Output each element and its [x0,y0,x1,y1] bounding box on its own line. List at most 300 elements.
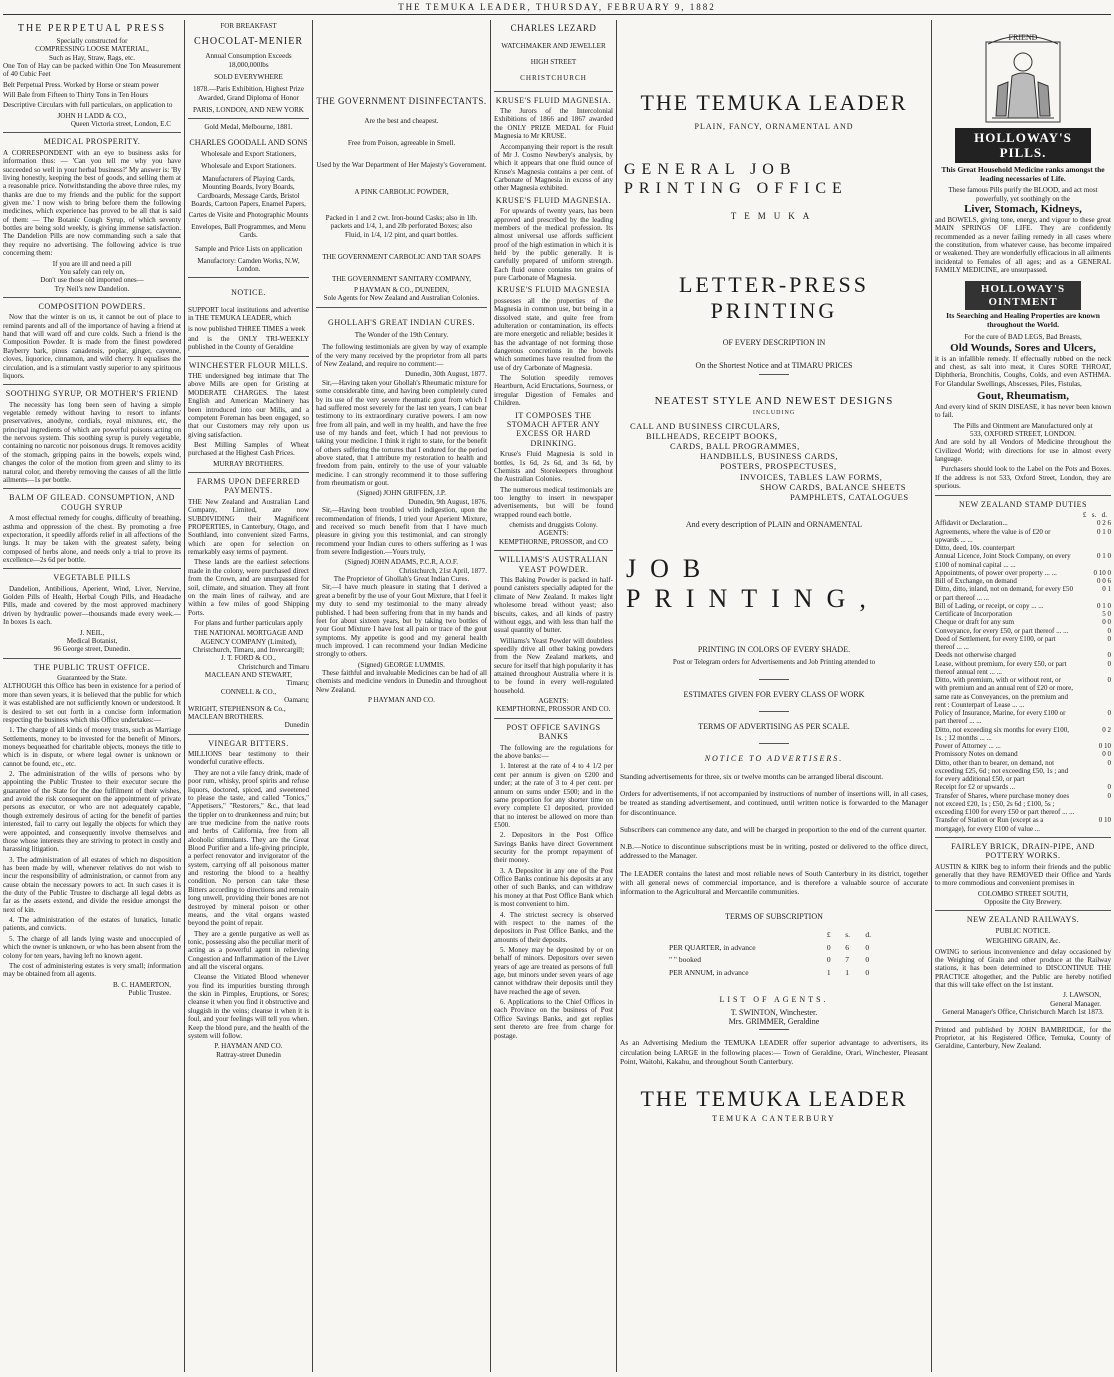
table-cell: Deed of Settlement, for every £100, or part thereof ... ... [935,634,1056,652]
footer-title: THE TEMUKA LEADER [640,1086,908,1112]
ad-text: PARIS, LONDON, AND NEW YORK [193,105,304,114]
table-cell: d. [1101,510,1107,519]
table-row [935,759,1111,784]
ad-name: P HAYMAN AND CO. [368,696,435,705]
menier-ad [188,22,309,114]
ad-text: Now that the winter is on us, it cannot be out of place to remind parents and all of the importance of having a friend at hand that will ward off and cure colds. Such a friend is the Composition Powder. It is made from the finest powdered Bayberry bark, pinus canadensis, poplar, ginger, cayenne, cloves, liquorice, cinnamon, and wild cherry. It equalises the circulation, and is a stimulant vastly superior to any spirituous liquors. [3,313,181,380]
ad-text: Are the best and cheapest. [364,116,439,125]
ad-text: Purchasers should look to the Label on the Pots and Boxes. If the address is not 533, Oxford Street, London, they are spurious. [935,465,1111,491]
ad-line: TERMS OF SUBSCRIPTION [725,912,823,922]
ad-date: Dunedin, 30th August, 1877. [405,370,487,379]
ad-text: Sole Agents for New Zealand and Australian Colonies. [323,294,480,303]
ad-name: CONNELL & CO., [220,687,277,696]
separator [935,837,1111,838]
ad-name: WRIGHT, STEPHENSON & Co., [188,704,286,713]
column-1 [0,20,184,1372]
verse-line: You safely can rely on, [59,267,125,276]
ad-text: Will Bale from Fifteen to Thirty Tons in Ten Hours [3,90,149,99]
ad-text: The Solution speedily removes Heartburn, Acid Eructations, Sourness, or irregular Digestion of Females and Children. [494,374,613,408]
separator [3,297,181,298]
table-cell: 0 0 [1102,618,1111,627]
ad-text: Sir,—Having been troubled with indigestion, upon the recommendation of friends, I tried your Aperient Mixture, and received so much benefit from that I have much pleasure in giving you this testimonial, and can strongly recommend your Indian cures to others suffering as I was from severe Indigestion.—Yours truly, [316,506,487,556]
printing-office-ad [620,20,928,1372]
flour-mills-ad [188,361,309,468]
separator [188,356,309,357]
separator [188,118,309,119]
ad-text: The following are the regulations for the above banks:— [494,743,613,761]
ad-text: For upwards of twenty years, has been approved and prescribed by the leading members of the medical profession. Its almost universal use affords sufficient proof of the high estimation in which it is held by the public generally. It is carefully prepared of uniform strength. Each fluid ounce contains ten grains of pure Carbonate of Magnesia. [494,207,613,283]
ad-text: Belt Perpetual Press. Worked by Horse or steam power [3,80,159,89]
separator [188,277,309,278]
table-cell: 1 [845,968,850,978]
table-row [935,544,1111,552]
table-row [935,676,1111,709]
table-row [935,660,1111,677]
ad-name: JOHN H LADD & CO., [57,111,127,120]
composition-powders-ad [3,302,181,380]
ad-name: MACLEAN BROTHERS. [188,712,264,721]
ad-signature: (Signed) JOHN GRIFFEN, J.P. [357,489,446,498]
vegetable-pills-ad [3,573,181,653]
verse-line: Try Neil's new Dandelion. [54,284,130,293]
goodall-ad [188,123,309,273]
ad-role: Public Trustee. [128,989,171,997]
ad-date: Christchurch, 21st April, 1877. [399,566,487,575]
table-row [935,618,1111,626]
savings-bank-ad [494,723,613,1040]
vinegar-bitters-ad [188,739,309,1059]
table-cell: Affidavit or Declaration... [935,519,1008,528]
separator [494,718,613,719]
ad-text: Opposite the City Brewery. [984,898,1062,907]
column-6 [932,20,1114,1372]
ad-text: Accompanying their report is the result of Mr J. Cosmo Newbery's analysis, by which it appears that one fluid ounce of Kruse's Magnesia contains a per cent. of Carbonate of Magnesia in excess of any other Magnesia exhibited. [494,142,613,193]
ad-line: PRINTING IN COLORS OF EVERY SHADE. [697,644,851,654]
table-cell: Policy of Insurance, Marine, for every £100 or part thereof ... ... [935,709,1066,726]
ad-title: CHOCOLAT-MENIER [193,36,304,48]
table-cell: 0 [1107,651,1111,660]
ad-text: Williams's Yeast Powder will doubtless speedily drive all other baking powders from the New Zealand markets, and secure for itself that high popularity it has attained throughout Australia where it is to be found in every well-regulated household. [494,636,613,695]
ad-text: A PINK CARBOLIC POWDER, [354,187,449,196]
ad-address: Oamaru; [284,696,309,705]
table-cell: Ditto, other than to bearer, on demand, not exceeding £25, 6d ; not exceeding £50, 1s ; and for every additional £50, or part [935,758,1069,784]
ad-text: The LEADER contains the latest and most reliable news of South Canterbury in its district, together with all general news of commercial importance, and is therefore a valuable source of accurate information to the Agricultural and Mercantile communities. [620,868,928,897]
separator [759,711,789,712]
ad-text: Its Searching and Healing Properties are known throughout the World. [946,311,1100,330]
holloway-ointment-banner: HOLLOWAY'S OINTMENT [965,281,1081,311]
ad-text: These famous Pills purify the BLOOD, and act most powerfully, yet soothingly on the [948,186,1098,203]
ad-address: Dunedin [284,721,309,730]
table-cell: Bill of Exchange, on demand [935,577,1017,586]
ad-line: LIST OF AGENTS. [719,995,829,1005]
ad-text: it is an infallible remedy. If effectually rubbed on the neck and chest, as salt into meat, it Cures SORE THROAT, Diphtheria, Bronchitis, Coughs, Colds, and even ASTHMA. For Glandular Swellings, Abscesses, Piles, Fistulas, [935,354,1111,388]
balm-of-gilead-ad [3,493,181,564]
ad-item: 4. The strictest secrecy is observed with respect to the names of the depositors in Post Office Banks, and the amounts of their deposits. [494,910,613,944]
ad-text: They are not a vile fancy drink, made of poor rum, whisky, proof spirits and refuse liquors, doctored, spiced, and sweetened to please the taste, and called "Tonics," "Appetisers," "Restorers," &c., that lead the tippler on to drunkenness and ruin; but are true medicine from the native roots and herbs of California, free from all alcoholic stimulants. They are the Great Blood Purifier and a life-giving principle, a perfect renovator and invigorator of the system, carrying off all poisonous matter and restoring the blood to a healthy condition. No person can take these Bitters according to directions and remain long unwell, providing their bones are not destroyed by mineral poison or other means, and the vital organs wasted beyond the point of repair. [188,768,309,928]
kruse-ad [494,96,613,547]
ad-name: MACLEAN AND STEWART, [204,671,293,680]
ad-text: Cleanse the Vitiated Blood whenever you find its impurities bursting through the skin in Pimples, Eruptions, or Sores; cleanse it when you find it obstructive and sluggish in the veins; cleanse it when it is foul, and your feelings will tell you when. Keep the blood pure, and the health of the system will follow. [188,973,309,1040]
ad-text: General Manager's Office, Christchurch March 1st 1873. [942,1008,1104,1017]
ad-title: POST OFFICE SAVINGS BANKS [506,722,601,742]
ad-title: WINCHESTER FLOUR MILLS. [188,360,309,370]
ad-text: Manufactory: Camden Works, N.W, London. [197,256,300,274]
ad-subtitle: KRUSE'S FLUID MAGNESIA. [495,195,612,205]
including-label: INCLUDING [752,409,796,416]
table-cell: s. [1091,510,1097,519]
ad-text: As an Advertising Medium the TEMUKA LEADER offer superior advantage to advertisers, its circulation being LARGE in the following places:— Town of Geraldine, Orari, Winchester, Pleasant Point, Waitohi, Kakahu, and throughout South Canterbury. [620,1038,928,1066]
ad-line: ESTIMATES GIVEN FOR EVERY CLASS OF WORK [683,689,865,699]
ad-text: The Proprietor of Ghollah's Great Indian Cures. [333,575,470,584]
ad-text: Wholesale and Export Stationers. [201,162,296,171]
ad-name: P. HAYMAN AND CO. [214,1042,283,1051]
ad-name: KEMPTHORNE, PROSSOR AND CO. [496,705,611,714]
list-item: SHOW CARDS, BALANCE SHEETS [760,481,907,492]
masthead-rule [3,14,1111,15]
ad-name: J. NEIL, [79,628,105,637]
column-2 [185,20,312,1372]
column-3 [313,20,490,1372]
ad-text: For the cure of BAD LEGS, Bad Breasts, [964,333,1082,342]
seal-motto: FRIEND [1008,33,1038,42]
ad-line: COMPRESSING LOOSE MATERIAL, [35,45,149,54]
list-item: INVOICES, TABLES LAW FORMS, [740,471,883,482]
ad-text: The necessity has long been seen of having a simple vegetable remedy without having to resort to infants' preservatives, anodyne, cordials, royal mixtures, etc, the principal ingredients of which are powerful poisons acting on the nervous system. This soothing syrup is purely vegetable, containing no narcotic nor poisonous drugs. It removes acidity of the stomach, gripping pains in the bowels, expels wind, changes the color of the motion from green and slimy to its natural color, and thereby removing the causes of all the little ailments—1s per bottle. [3,400,181,484]
table-row [935,627,1111,635]
ad-text: THE GOVERNMENT CARBOLIC AND TAR SOAPS [322,253,481,262]
table-cell: 0 0 [1102,750,1111,759]
separator [759,679,789,680]
stamp-column-header [935,511,1111,519]
ad-title: WILLIAMS'S AUSTRALIAN YEAST POWDER. [498,555,609,574]
ad-text: CHRISTCHURCH [520,74,587,83]
ad-text: Envelopes, Ball Programmes, and Menu Cards. [191,222,306,239]
table-cell: Transfer of Station or Run (except as a mortgage), for every £100 of value ... [935,816,1044,833]
table-cell: Conveyance, for every £50, or part thereof ... ... [935,626,1069,635]
ad-item: 3. A Depositor in any one of the Post Office Banks continue his deposits at any other of such Banks, and can withdraw his money at that Post Office Bank which is most convenient to him. [494,866,613,909]
ad-text: Cartes de Visite and Photographic Mounts [188,211,309,220]
ad-subtitle: KRUSE'S FLUID MAGNESIA [497,285,610,295]
job-printing-heading: JOB PRINTING, [626,553,880,614]
table-cell: Promissory Notes on demand [935,750,1018,759]
table-row [935,726,1111,743]
ad-text: Wholesale and Export Stationers, [201,150,296,159]
ad-address: Timaru; [286,679,309,688]
separator [494,91,613,92]
agent-name: T. SWINTON, Winchester. [730,1007,818,1017]
ad-text: and is the ONLY TRI-WEEKLY published in the County of Geraldine [188,334,309,352]
list-item: CARDS, BALL PROGRAMMES, [670,440,800,451]
ad-text: They are a gentle purgative as well as tonic, possessing also the peculiar merit of acting as a powerful agent in relieving Congestion and Inflammation of the Liver and all the visceral organs. [188,929,309,972]
table-row [935,577,1111,585]
ad-name: KEMPTHORNE, PROSSOR, and CO [499,537,608,546]
ad-title: CHARLES GOODALL AND SONS [189,137,308,147]
ad-text: This Baking Powder is packed in half-pound canisters specially adapted for the climate of New Zealand. It makes light wholesome bread without yeast; also biscuits, cakes, and all kinds of pastry without eggs, and with less than half the usual quantity of butter. [494,576,613,635]
table-cell: 0 [826,942,831,952]
table-cell: Transfer of Shares, where purchase money does not exceed £20, 1s ; £50, 2s 6d ; £100, 5s ; exceeding £100 for every £50 or part thereof ... ... [935,791,1075,817]
public-trust-ad [3,663,181,998]
separator [935,1021,1111,1022]
table-row [935,750,1111,758]
subscription-table [664,928,884,981]
ad-text: The Jurors of the Intercolonial Exhibitions of 1866 and 1867 awarded the ONLY PRIZE MEDAL for Fluid Magnesia to Mr KRUSE. [494,107,613,141]
table-cell: 0 1 [1102,585,1111,594]
ad-text: AGENTS: [538,697,569,706]
ad-subtitle: Liver, Stomach, Kidneys, [964,203,1082,216]
separator [935,495,1111,496]
ad-title: NOTICE. [231,288,266,298]
separator [494,550,613,551]
ad-line: Post or Telegram orders for Advertisements and Job Printing attended to [672,658,876,667]
table-cell: 5 0 [1102,610,1111,619]
table-row [935,610,1111,618]
footer-subtitle: TEMUKA CANTERBURY [712,1114,836,1124]
railways-notice [935,915,1111,1016]
ad-text: is now published THREE TIMES a week [188,324,306,333]
ad-line: And every description of PLAIN and ORNAMENTAL [685,520,863,530]
table-cell: Agreements, where the value is of £20 or upwards ... ... [935,527,1051,544]
ad-title: BALM OF GILEAD. CONSUMPTION, AND COUGH SYRUP [9,493,175,512]
table-cell: 0 [865,942,870,952]
ad-item: 2. The administration of the wills of persons who by appointing the Public Trustee to their executor secure the guarantee of the State for the due fulfilment of their wishes, and avoid the risk consequent on the appointment of private persons as executor, or who are not adequately capable, though extremely desirous of acting for the benefit of parties interested, fail to carry out legally the objects for which they were appointed, and consequently involve themselves and those whose interests they are striving to protect in costly and harassing litigation. [3,770,181,854]
table-cell: 0 10 [1098,816,1111,825]
table-cell: £ [826,929,831,939]
ad-item: 6. Applications to the Chief Offices in each Province on the business of Post Office Savings Banks, and get replies sent thereto are free from charge for postage. [494,998,613,1040]
ad-name: J. T. FORD & CO., [221,654,276,663]
ad-line: OF EVERY DESCRIPTION IN [722,337,826,347]
ad-item: 2. Depositors in the Post Office Savings Banks have direct Government security for the prompt repayment of their money. [494,831,613,865]
table-cell: 0 [1107,626,1111,635]
table-cell: 0 1 0 [1097,601,1111,610]
table-cell [1075,544,1111,552]
ad-item: 1. Interest at the rate of 4 to 4 1/2 per cent per annum is given on £200 and under; at the rate of 3 to 4 per cent. per annum on sums under £500; and in the same proportion for any shorter time on every complete £1 deposited, provided that no interest be allowed on more than £500. [494,762,613,829]
ad-text: Kruse's Fluid Magnesia is sold in bottles, 1s 6d, 2s 6d, and 3s 6d, by Chemists and Storekeepers throughout the Australian Colonies. [494,450,613,484]
ad-text: Sir,—Having taken your Ghollah's Rheumatic mixture for some considerable time, and having been completely cured by its use of the very severe rheumatic gout from which I had suffered most severely for the last ten years, I can bear testimony to its extraordinary curative powers. I am now free from all pain, and well in my health, and have the free use of my hands and feet, which I had not previous to taking your medicine. I think it right to state, for the benefit of others suffering the tortures that I endured for the period above stated, that I attribute my restoration to health and freedom from pain, entirely to the use of your valuable medicine. I can strongly recommend it to those suffering from rheumatism or gout. [316,378,487,488]
ad-role: Medical Botanist, [66,636,118,645]
table-cell: 0 0 6 [1097,577,1111,586]
table-cell: 0 [1107,709,1111,718]
ad-address: COLOMBO STREET SOUTH, [977,889,1069,898]
ad-title: NEW ZEALAND STAMP DUTIES [958,499,1088,509]
list-item: POSTERS, PROSPECTUSES, [720,461,837,472]
column-4 [491,20,616,1372]
table-row [935,651,1111,659]
ad-text: THE undersigned beg intimate that The above Mills are open for Gristing at MODERATE CHARGES. The latest English and American Machinery has been introduced into our Mills, and a competent Foreman has been engaged, so that our Customers may rely upon us giving satisfaction. [188,372,309,439]
separator [3,132,181,133]
product-list [630,421,928,503]
ad-subtitle: The Wonder of the 19th Century. [354,331,449,339]
ad-date: Dunedin, 9th August, 1876. [408,497,487,506]
ad-address: Christchurch, Timaru, and Invercargill; [192,646,305,655]
table-cell: 0 [1107,659,1111,668]
notice-ad [188,288,309,351]
table-cell: s. [845,929,851,939]
ad-line: NOTICE TO ADVERTISERS. [704,754,844,764]
table-cell: 0 2 [1102,725,1111,734]
ad-name: THE NATIONAL MORTGAGE AND AGENCY COMPANY (Limited), [193,629,304,646]
ad-text: SOLD EVERYWHERE [214,72,283,81]
disinfectants-ad [316,96,487,303]
ad-subtitle: Old Wounds, Sores and Ulcers, [950,341,1096,354]
ad-title: GHOLLAH'S GREAT INDIAN CURES. [328,317,475,327]
table-cell: 0 [826,955,831,965]
table-cell: 0 2 6 [1097,519,1111,528]
table-cell: Appointments, of power over property ... ... [935,568,1057,577]
table-row [935,783,1111,791]
ad-text: The following testimonials are given by way of example of the very many received by the proprietor from all parts of New Zealand, and require no comment:— [316,343,487,369]
table-cell: 0 10 0 [1093,568,1111,577]
imprint: Printed and published by JOHN BAMBRIDGE, for the Proprietor, at his Registered Office, Temuka, County of Geraldine, Canterbury, New Zealand. [935,1025,1111,1051]
table-header [666,930,882,941]
ad-text: and BOWELS, giving tone, energy, and vigour to these great MAIN SPRINGS OF LIFE. They are confidently recommended as a never failing remedy in all cases where the constitution, from whatever cause, has become impaired or weakened. They are wonderfully efficacious in all ailments incidental to Females of all ages; and as a GENERAL FAMILY MEDICINE, are unsurpassed. [935,216,1111,275]
ad-item: 1. The charge of all kinds of money trusts, such as Marriage Settlements, money to be invested for the benefit of Minors, moneys bequeathed for charitable objects, moneys the title to which is in dispute, or where legal owner is unknown or cannot be found, etc., etc. [3,726,181,768]
ad-subtitle: IT COMPOSES THE STOMACH AFTER ANY EXCESS OR HARD DRINKING. [506,410,601,448]
holloway-pills-banner: HOLLOWAY'S PILLS. [955,128,1091,163]
ad-title: THE TEMUKA LEADER [640,90,908,115]
ad-text: THE New Zealand and Australian Land Company, Limited, are now SUBDIVIDING their Magnificent PROPERTIES, in Canterbury, Otago, and Southland, into convenient sized Farms, which are open for selection on remarkably easy terms of payment. [188,497,309,557]
soothing-syrup-ad [3,389,181,484]
separator [759,743,789,744]
ad-signature: (Signed) JOHN ADAMS, P.C.R, A.O.F. [344,558,459,567]
ad-title: KRUSE'S FLUID MAGNESIA. [495,95,612,105]
ad-title: THE PUBLIC TRUST OFFICE. [33,662,151,672]
office-heading: GENERAL JOB PRINTING OFFICE [624,161,848,198]
ad-text: A CORRESPONDENT with an eye to business asks for information thus: — 'Can you tell me why you have succeeded so well in your herbal business?' My answer is: 'By living honestly, keeping the best of goods, and selling them at a reasonable price. Notwithstanding the above three rules, my thanks are due to my friends and the public for the support given me.' I now wish to bring before them the following medicines, which experience has proved to be all that is said of them: — The Botanic Cough Syrup, of which seventy bottles are being sold weekly, is giving immense satisfaction. The Dandelion Pills are now commanding such a sale that they require no advertising. The following advice is true concerning them: [3,148,181,258]
table-cell: Lease, without premium, for every £50, or part thereof annual rent ... ... [935,659,1067,676]
ad-signature: (Signed) GEORGE LUMMIS. [358,660,445,669]
ad-title: THE GOVERNMENT DISINFECTANTS. [316,96,487,106]
ad-text: chemists and druggists Colony. [509,521,598,530]
table-cell: 0 [1107,676,1111,685]
list-item: PAMPHLETS, CATALOGUES [790,491,909,502]
ad-text: 1878.—Paris Exhibition, Highest Prize Awarded, Grand Diploma of Honor [193,85,304,102]
table-cell: 7 [845,955,850,965]
ad-text: For plans and further particulars apply [194,618,303,627]
table-cell: PER ANNUM, in advance [669,968,749,978]
ad-text: Standing advertisements for three, six or twelve months can be arranged liberal discount. [620,771,884,781]
list-item: HANDBILLS, BUSINESS CARDS, [700,451,839,462]
ad-text: Free from Poison, agreeable in Smell. [347,138,456,147]
designs-heading: NEATEST STYLE AND NEWEST DESIGNS [654,394,894,407]
ad-title: FAIRLEY BRICK, DRAIN-PIPE, AND POTTERY WORKS. [951,841,1095,861]
ad-text: This Great Household Medicine ranks amongst the leading necessaries of Life. [941,164,1105,183]
brick-works-ad [935,842,1111,907]
ad-address: Christchurch and Timaru [238,662,309,671]
ad-text: These faithful and invaluable Medicines can be had of all chemists and medicine vendors in Dunedin and throughout New Zealand. [316,669,487,694]
ad-subtitle: PUBLIC NOTICE. [995,926,1051,935]
ad-text: One Ton of Hay can be packed within One Ton Measurement of 40 Cubic Feet [3,61,181,79]
table-row [935,528,1111,545]
table-row [935,602,1111,610]
ad-title: NEW ZEALAND RAILWAYS. [966,915,1080,925]
table-cell: " " booked [669,955,701,965]
table-cell: Ditto, ditto, inland, not on demand, for every £50 or part thereof ... ... [935,585,1074,602]
ad-text: And every kind of SKIN DISEASE, it has never been known to fail. [935,402,1111,420]
ad-title: CHARLES LEZARD [510,23,597,33]
ad-text: The numerous medical testimonials are too lengthy to insert in newspaper advertisements, but will be found wrapped round each bottle. [494,485,613,519]
separator [3,488,181,489]
ad-text: HIGH STREET [530,57,577,66]
column-rule [616,20,617,1372]
holloway-seal-icon [978,26,1068,126]
ad-kicker: FOR BREAKFAST [220,22,277,30]
ad-text: Sample and Price Lists on application [194,245,303,254]
table-cell: Ditto, with premium, with or without rent, or with premium and an annual rent of £20 or more, same rate as Conveyances, on the premium and rent : Counterpart of Lease ... ... [935,676,1074,709]
ad-text: AGENTS: [538,529,569,538]
table-row [935,709,1111,726]
ad-line: Such as Hay, Straw, Rags, etc. [49,53,135,62]
ad-text: Manufacturers of Playing Cards, Mounting Boards, Ivory Boards, Cardboards, Message Cards, Bristol Boards, Cartoon Papers, Enamel Papers, [191,174,306,208]
list-item: BILLHEADS, RECEIPT BOOKS, [646,430,778,441]
ad-title: MEDICAL PROSPERITY. [43,137,141,147]
ad-text: ALTHOUGH this Office has been in existence for a period of more than seven years, it is believed that the public for which it was established are not sufficiently known or understood. It is desired to set out forth in a concise form information respecting the business which this Office undertakes:— [3,682,181,724]
table-cell: 0 10 [1098,742,1111,751]
separator [759,374,789,375]
ad-text: Sir,—I have much pleasure in stating that I derived a great a benefit by the use of your Gout Mixture, that I feel it my duty to send my testimonial to the many already published. I had been suffering from that in my hands and feet for about sixteen years, but by taking two bottles of your Gout Mixture I have lost all pain or trace of the gout symptoms. My appetite is good and my general health much improved. I can recommend your Indian Medicine strongly to others. [316,583,487,659]
table-cell: 0 [865,955,870,965]
ad-text: Best Milling Samples of Wheat purchased at the Highest Cash Prices. [188,440,309,458]
table-cell: Cheque or draft for any sum [935,618,1015,627]
table-row [935,792,1111,817]
table-row [935,552,1111,569]
ad-subtitle: PLAIN, FANCY, ORNAMENTAL AND [694,121,854,131]
agent-name: Mrs. GRIMMER, Geraldine [728,1017,820,1027]
verse-line: If you are ill and need a pill [52,259,132,268]
masthead: THE TEMUKA LEADER, THURSDAY, FEBRUARY 9, 1882 [398,2,716,12]
ad-title: FARMS UPON DEFERRED PAYMENTS. [196,477,301,496]
table-row [935,816,1111,833]
separator [188,734,309,735]
table-cell: 0 [1107,791,1111,800]
ad-title: THE PERPETUAL PRESS [17,23,167,34]
ad-item: 5. Money may be deposited by or on behalf of minors. Depositors over seven years of age are treated as persons of full age, but minors under seven years of age cannot withdraw their deposits until they have reached the age of seven. [494,945,613,996]
ad-title: VEGETABLE PILLS [53,573,131,583]
table-cell: Ditto, deed, 10s. counterpart [935,544,1015,553]
ad-text: Orders for advertisements, if not accompanied by instructions of number of insertions will, in all cases, be treated as standing advertisement, and continued, until written notice is forwarded to the Manager for discontinuance. [620,789,928,817]
table-cell: 0 1 0 [1097,527,1111,536]
separator [3,658,181,659]
ad-text: A most effectual remedy for coughs, difficulty of breathing, asthma and oppression of the chest. By promoting a free expectoration, it speedily affords relief in all affections of the lungs. It may be taken with the greatest safety, being composed of herbs alone, and needs only a trial to prove its excellence—2s 6d per bottle. [3,514,181,564]
letterpress-heading: LETTER-PRESS PRINTING [678,271,869,323]
ad-text: N.B.—Notice to discontinue subscriptions must be in writing, posted or delivered to the office direct, addressed to the Manager. [620,842,928,861]
stamp-duties-table [935,519,1111,833]
ad-text: Dandelion, Antibilious, Aperient, Wind, Liver, Nervine, Golden Pills of Health, Herbal Cough Pills, and Headache Pills, made and covered by the most approved machinery driven by hydraulic power—thousands made every week.— In boxes 1s each. [3,584,181,627]
table-cell: 6 [845,942,850,952]
separator [188,472,309,473]
ad-subtitle: Guaranteed by the State. [57,674,127,683]
table-cell: 1 [826,968,831,978]
ad-item: The cost of administering estates is very small; information may be obtained from all agents. [3,961,181,979]
table-cell: 0 1 0 [1097,552,1111,561]
table-cell: Ditto, not exceeding six months for every £100, 1s. ; 12 months ... ... [935,725,1069,742]
list-item: CALL AND BUSINESS CIRCULARS, [630,420,781,431]
ad-text: Gold Medal, Melbourne, 1881. [204,123,293,132]
ad-subtitle: WEIGHING GRAIN, &c. [985,937,1061,946]
medical-prosperity-ad [3,137,181,293]
ad-address: 533, OXFORD STREET, LONDON. [970,429,1076,438]
ad-title: COMPOSITION POWDERS. [38,301,146,311]
ad-title: SOOTHING SYRUP, OR MOTHER'S FRIEND [5,389,179,399]
table-cell: Power of Attorney ... ... [935,742,1001,751]
ad-name: P HAYMAN & CO., DUNEDIN, [353,285,450,294]
ad-text: Packed in 1 and 2 cwt. Iron-bound Casks; also in 1lb. packets and 1/4, 1, and 2lb perforated Boxes; also Fluid, in 1/4, 1/2 pint, and quart bottles. [325,214,478,239]
table-row [935,569,1111,577]
ad-text: Used by the War Department of Her Majesty's Government. [316,161,487,170]
ad-text: SUPPORT local institutions and advertise in THE TEMUKA LEADER, which [188,305,309,323]
yeast-powder-ad [494,555,613,714]
ad-line: Specially constructed for [56,36,128,45]
ad-text: Subscribers can commence any date, and will be charged in proportion to the end of the current quarter. [620,824,927,834]
